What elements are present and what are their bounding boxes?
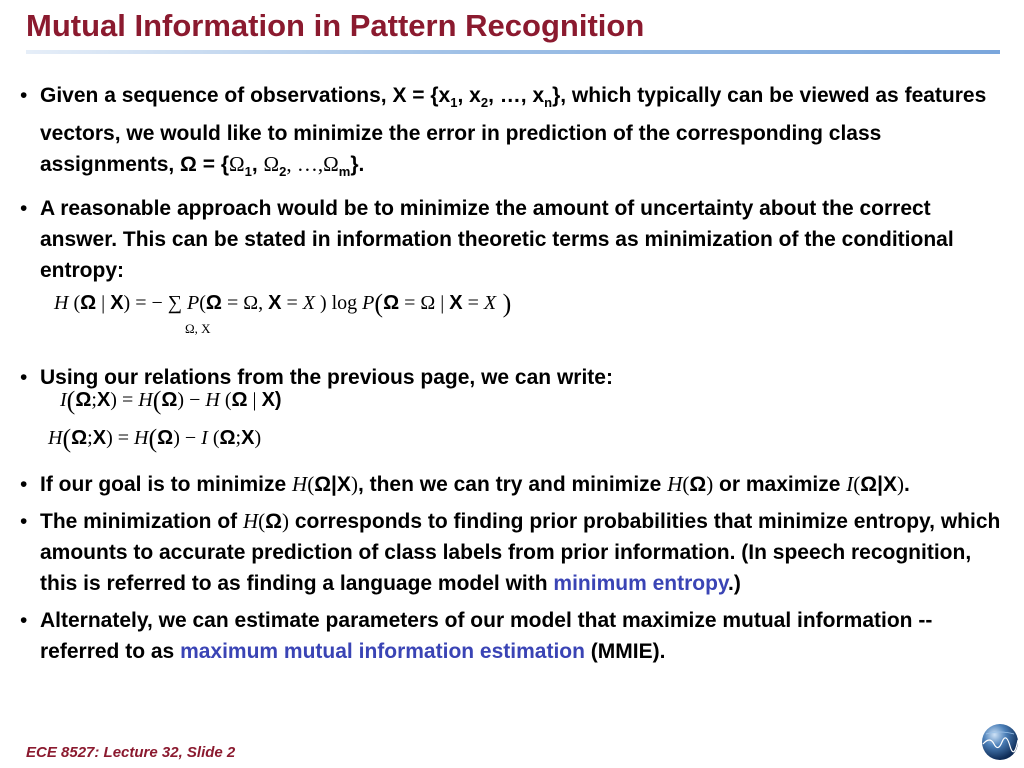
eq3-p3: Ω (71, 427, 88, 449)
eq2-p12: ( (219, 389, 232, 411)
bullet-dot-icon: • (20, 197, 28, 221)
b4-math-paren-2: ) (350, 472, 358, 497)
eq1-p21: X (483, 292, 497, 314)
equation-sum-subscript: Ω, X (185, 321, 211, 336)
b4-math-paren-6: ) (897, 472, 904, 497)
eq3-p16: ) (254, 427, 262, 449)
bullet-minimization (18, 506, 1008, 599)
eq3-p4: ; (87, 427, 93, 449)
b1-sub-4: 1 (244, 164, 252, 180)
b5-math-paren-1: ( (258, 509, 266, 534)
b4-text-1: If our goal is to minimize (40, 473, 293, 497)
eq1-p4: | (96, 292, 111, 314)
eq1-p2: ( (68, 292, 81, 314)
bullet-observations (18, 80, 1008, 187)
b1-sub-5: 2 (279, 164, 287, 180)
eq1-p1: H (54, 292, 69, 314)
eq1-p19: X (449, 292, 463, 314)
eq3-p15: X (241, 427, 255, 449)
eq3-p2: ( (62, 424, 72, 453)
b5-math-arg: Ω (265, 510, 283, 534)
eq2-p13: Ω (231, 389, 248, 411)
b4-text-3: or maximize (713, 473, 847, 497)
b1-sub-6: m (338, 164, 351, 180)
equation-conditional-entropy (54, 289, 511, 319)
b1-text-5: , (251, 153, 264, 177)
eq2-p7: H (138, 389, 153, 411)
b4-math-H: H (292, 472, 308, 497)
eq2-p5: X (96, 389, 111, 411)
b4-math-paren-4: ) (706, 472, 714, 497)
b4-math-arg-2: Ω (689, 473, 707, 497)
eq3-p13: Ω (219, 427, 236, 449)
link-mmie[interactable]: maximum mutual information estimation (180, 640, 585, 664)
eq2-p4: ; (91, 389, 97, 411)
globe-icon (980, 722, 1020, 762)
slide-footer: ECE 8527: Lecture 32, Slide 2 (26, 744, 236, 761)
equation-mutual-information (60, 386, 282, 416)
b1-omega-1: Ω (229, 152, 245, 177)
bullet-dot-icon: • (20, 84, 28, 107)
b2-text: A reasonable approach would be to minimize the amount of uncertainty about the correct answer. This can be stated in information theoretic terms as minimization of the conditional entropy: (40, 197, 954, 283)
b1-text-2: , x (457, 84, 481, 107)
eq2-p11: H (205, 389, 220, 411)
bullet-goal (18, 469, 1008, 500)
eq2-p8: ( (152, 386, 162, 415)
eq1-p22: ) (496, 289, 512, 318)
eq2-p6: ) = (110, 389, 139, 411)
b5-math-H: H (243, 509, 259, 534)
b1-omega-3: Ω (323, 152, 339, 177)
b5-math-paren-2: ) (282, 509, 290, 534)
bullet-uncertainty (18, 193, 1008, 286)
bullet-dot-icon: • (20, 366, 28, 390)
eq1-p3: Ω (80, 292, 97, 314)
eq3-p12: ( (207, 427, 220, 449)
title-divider (26, 50, 1000, 54)
eq1-p13: X (302, 292, 315, 314)
eq3-p5: X (92, 427, 107, 449)
b1-text-1: Given a sequence of observations, X = {x (40, 84, 451, 107)
eq3-p11: I (201, 427, 208, 449)
eq1-p11: X (268, 292, 282, 314)
b4-math-paren-3: ( (682, 472, 690, 497)
bullet-dot-icon: • (20, 473, 28, 497)
bullet-mmie (18, 605, 1008, 667)
eq1-p9: Ω (205, 292, 222, 314)
b4-math-paren-1: ( (307, 472, 315, 497)
slide-title: Mutual Information in Pattern Recognition (26, 8, 645, 43)
b4-text-2: , then we can try and minimize (357, 473, 668, 497)
b5-text-3: .) (728, 572, 741, 596)
eq1-p5: X (110, 292, 124, 314)
eq1-p14: ) log (314, 292, 363, 314)
eq3-p6: ) = (106, 427, 135, 449)
b1-sub-2: 2 (480, 95, 489, 111)
eq3-p10: ) − (173, 427, 202, 449)
eq1-p16: ( (374, 289, 384, 318)
eq1-p20: = (462, 292, 484, 314)
b4-math-I: I (846, 472, 854, 497)
eq1-p18: = Ω | (399, 292, 450, 314)
b5-text-1: The minimization of (40, 510, 243, 534)
eq3-p1: H (48, 427, 63, 449)
eq2-p2: ( (66, 386, 76, 415)
eq2-p14: | (247, 389, 262, 411)
eq3-p8: ( (148, 424, 158, 453)
b1-text-3: , …, x (488, 84, 545, 107)
eq3-p9: Ω (157, 427, 174, 449)
eq2-p9: Ω (161, 389, 178, 411)
equation-entropy-relation (48, 424, 261, 454)
b4-math-paren-5: ( (853, 472, 861, 497)
eq3-p14: ; (235, 427, 242, 449)
slide-content (18, 80, 1008, 673)
b4-math-arg-3: Ω|X (860, 473, 897, 497)
b1-text-4: }, which typically can be viewed as features vectors, we would like to minimize the error in prediction of the corresponding class assignments, Ω = { (40, 84, 987, 177)
b1-text-6: , …, (286, 152, 324, 177)
eq1-p17: Ω (383, 292, 400, 314)
eq3-p7: H (134, 427, 149, 449)
eq2-p1: I (60, 389, 67, 411)
eq2-p16: ) (274, 389, 282, 411)
eq1-p10: = Ω, (221, 292, 269, 314)
eq1-p15: P (362, 292, 375, 314)
b4-text-4: . (904, 473, 910, 497)
b4-math-H-2: H (667, 472, 683, 497)
eq1-p7: P (187, 292, 200, 314)
eq1-p8: ( (199, 292, 206, 314)
b1-sub-3: n (544, 95, 553, 111)
eq2-p15: X (261, 389, 275, 411)
eq2-p3: Ω (75, 389, 92, 411)
b6-text-2: (MMIE). (584, 640, 666, 664)
b1-text-7: }. (350, 153, 365, 177)
b5-text-2: corresponds to finding prior probabilities that minimize entropy, which amounts to accurate prediction of class labels from prior information. (In speech recognition, this is referred to as finding a language model with (40, 510, 1001, 596)
b4-math-arg-1: Ω|X (314, 473, 351, 497)
eq2-p10: ) − (177, 389, 206, 411)
b3-text: Using our relations from the previous page, we can write: (40, 366, 613, 390)
eq1-p12: = (281, 292, 303, 314)
bullet-dot-icon: • (20, 609, 28, 633)
link-minimum-entropy[interactable]: minimum entropy (553, 572, 729, 596)
b6-text-1: Alternately, we can estimate parameters of our model that maximize mutual information -- referred to as (40, 609, 933, 664)
eq1-p6: ) = − ∑ (123, 292, 188, 314)
bullet-dot-icon: • (20, 510, 28, 534)
b1-omega-2: Ω (263, 152, 280, 177)
b1-sub-1: 1 (450, 95, 458, 111)
